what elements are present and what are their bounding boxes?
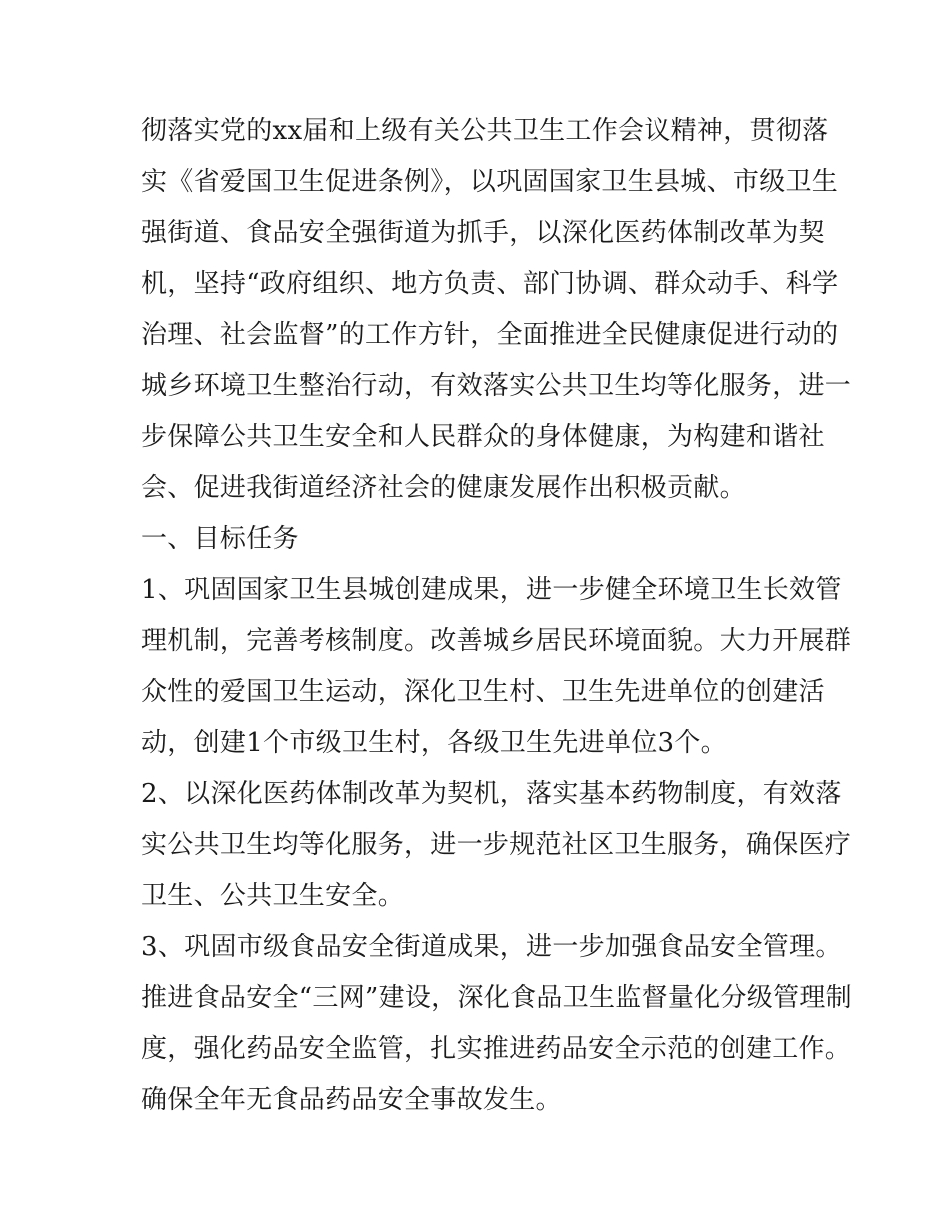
text-line: 强街道、食品安全强街道为抓手，以深化医药体制改革为契 [141,218,825,248]
text-line: 1、巩固国家卫生县城创建成果，进一步健全环境卫生长效管 [141,575,842,605]
text-line: 卫生、公共卫生安全。 [141,881,405,911]
document-body [141,106,852,1126]
text-line: 2、以深化医药体制改革为契机，落实基本药物制度，有效落 [141,779,842,809]
text-line: 推进食品安全“三网”建设，深化食品卫生监督量化分级管理制 [141,983,852,1013]
text-line: 众性的爱国卫生运动，深化卫生村、卫生先进单位的创建活 [141,677,825,707]
text-line: 3、巩固市级食品安全街道成果，进一步加强食品安全管理。 [141,932,842,962]
text-line: 动，创建1个市级卫生村，各级卫生先进单位3个。 [141,728,727,758]
text-line: 实《省爱国卫生促进条例》，以巩固国家卫生县城、市级卫生 [141,167,839,197]
text-line: 城乡环境卫生整治行动，有效落实公共卫生均等化服务，进一 [141,371,852,401]
text-line: 会、促进我街道经济社会的健康发展作出积极贡献。 [141,473,746,503]
text-line: 治理、社会监督”的工作方针，全面推进全民健康促进行动的 [141,320,839,350]
text-line: 机，坚持“政府组织、地方负责、部门协调、群众动手、科学 [141,269,839,299]
text-line: 理机制，完善考核制度。改善城乡居民环境面貌。大力开展群 [141,626,852,656]
text-line: 步保障公共卫生安全和人民群众的身体健康，为构建和谐社 [141,422,825,452]
text-line: 确保全年无食品药品安全事故发生。 [141,1085,562,1115]
section-heading: 一、目标任务 [141,524,299,554]
text-line: 彻落实党的xx届和上级有关公共卫生工作会议精神，贯彻落 [141,116,829,146]
text-line: 实公共卫生均等化服务，进一步规范社区卫生服务，确保医疗 [141,830,852,860]
text-line: 度，强化药品安全监管，扎实推进药品安全示范的创建工作。 [141,1034,852,1064]
